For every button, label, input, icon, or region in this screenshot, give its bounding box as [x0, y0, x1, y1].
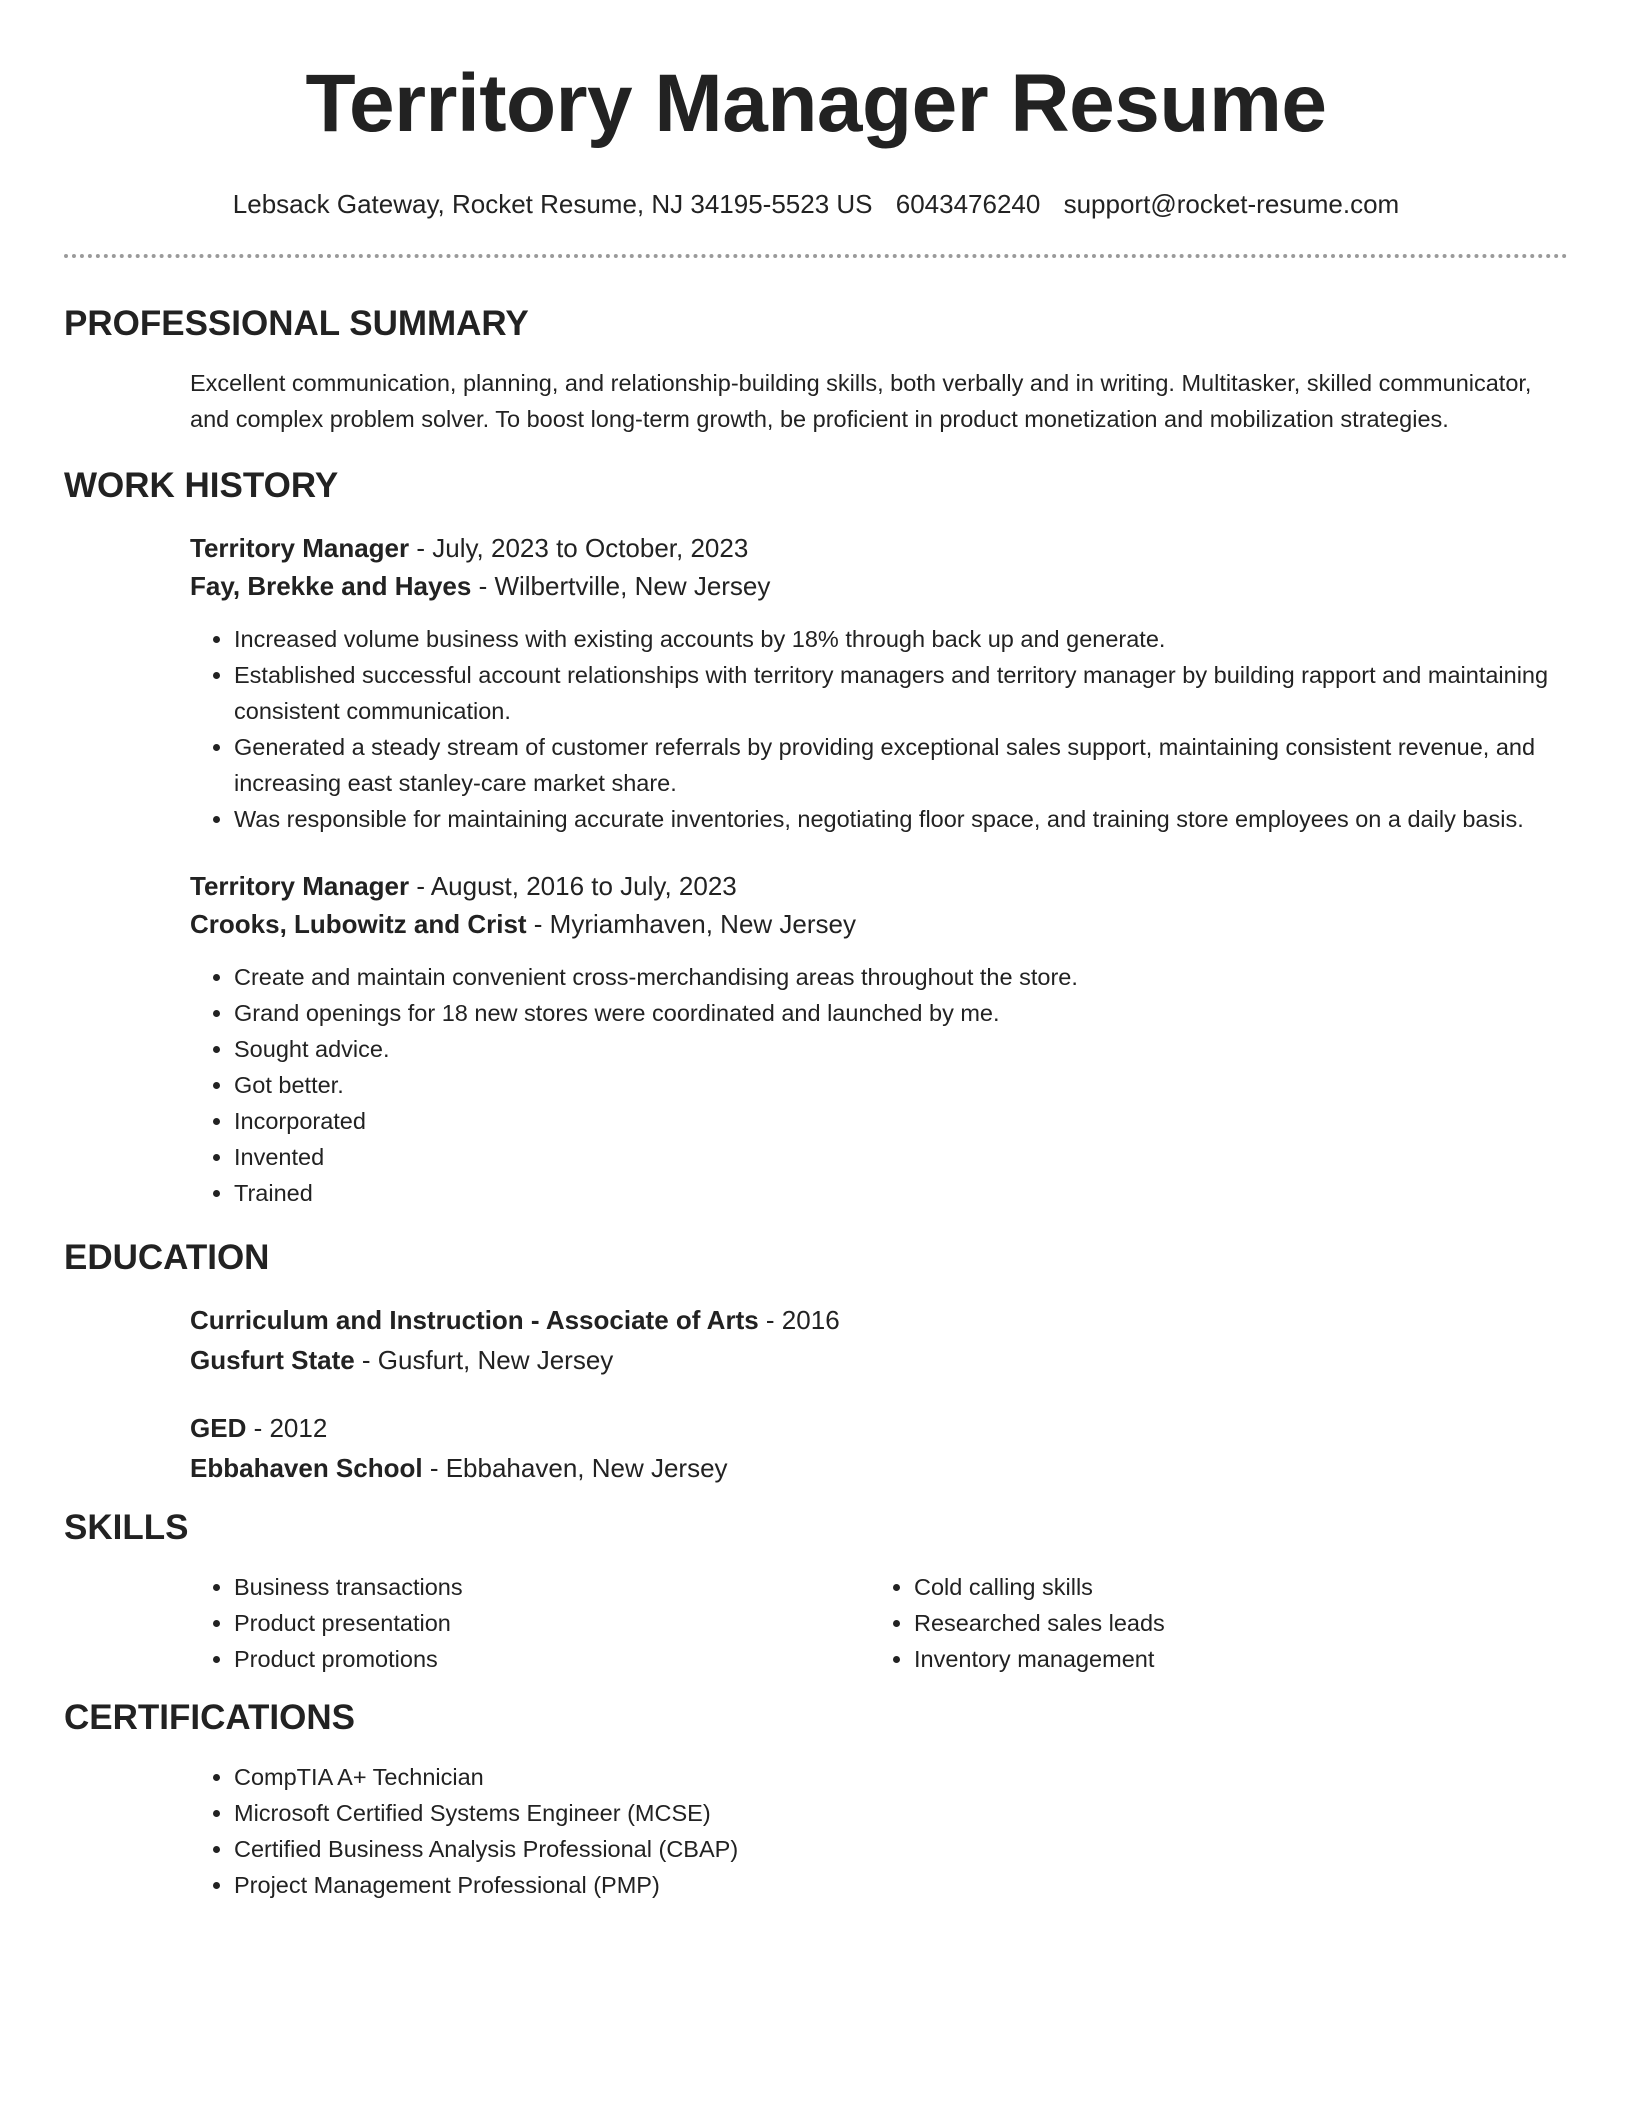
- contact-address: Lebsack Gateway, Rocket Resume, NJ 34195-5523 US: [232, 189, 873, 219]
- job-dates: - July, 2023 to October, 2023: [409, 533, 749, 563]
- education-year: - 2012: [246, 1413, 328, 1443]
- work-history-section: [64, 465, 1568, 1211]
- education-entry: [190, 1301, 1568, 1379]
- job-bullet: • Invented: [234, 1139, 1568, 1175]
- job-company-line: [190, 905, 1568, 943]
- education-school: Gusfurt State: [190, 1345, 355, 1375]
- job-bullet: • Was responsible for maintaining accurate inventories, negotiating floor space, and training store employees on a daily basis.: [234, 801, 1568, 837]
- skill-item: • Researched sales leads: [914, 1605, 1165, 1641]
- job-bullet: • Got better.: [234, 1067, 1568, 1103]
- certification-item: • Certified Business Analysis Professional (CBAP): [234, 1831, 1568, 1867]
- education-section: [64, 1237, 1568, 1487]
- job-title-line: [190, 867, 1568, 905]
- skill-item: • Cold calling skills: [914, 1569, 1165, 1605]
- job-title: Territory Manager: [190, 871, 410, 901]
- summary-heading: PROFESSIONAL SUMMARY: [64, 304, 529, 343]
- job-bullet: • Established successful account relationships with territory managers and territory manager by building rapport and maintaining consistent communication.: [234, 657, 1568, 729]
- job-dates: - August, 2016 to July, 2023: [409, 871, 737, 901]
- certifications-heading: CERTIFICATIONS: [64, 1698, 356, 1737]
- education-year: - 2016: [758, 1305, 840, 1335]
- skill-item: • Product promotions: [234, 1641, 870, 1677]
- job-bullet: • Incorporated: [234, 1103, 1568, 1139]
- job-bullet: • Generated a steady stream of customer referrals by providing exceptional sales support, maintaining consistent revenue, and increasing east stanley-care market share.: [234, 729, 1568, 801]
- job-bullets: [190, 959, 1568, 1211]
- certification-item: • CompTIA A+ Technician: [234, 1759, 1568, 1795]
- job-bullets: [190, 621, 1568, 837]
- skills-section: [64, 1507, 1568, 1677]
- skills-column-1: [190, 1569, 870, 1677]
- education-degree-line: [190, 1409, 1568, 1447]
- job-bullet: • Sought advice.: [234, 1031, 1568, 1067]
- certifications-list: [190, 1759, 1568, 1903]
- certifications-section: [64, 1697, 1568, 1903]
- education-school-line: [190, 1341, 1568, 1379]
- job-bullet: • Trained: [234, 1175, 1568, 1211]
- education-school: Ebbahaven School: [190, 1453, 423, 1483]
- contact-line: [64, 188, 1568, 220]
- education-heading: EDUCATION: [64, 1238, 270, 1277]
- job-company: Fay, Brekke and Hayes: [190, 571, 472, 601]
- education-degree-line: [190, 1301, 1568, 1339]
- job-company-line: [190, 567, 1568, 605]
- education-degree: GED: [190, 1413, 247, 1443]
- job-title: Territory Manager: [190, 533, 410, 563]
- education-school-line: [190, 1449, 1568, 1487]
- job-title-line: [190, 529, 1568, 567]
- job-bullet: • Grand openings for 18 new stores were coordinated and launched by me.: [234, 995, 1568, 1031]
- skill-item: • Business transactions: [234, 1569, 870, 1605]
- job-bullet: • Increased volume business with existing accounts by 18% through back up and generate.: [234, 621, 1568, 657]
- summary-text: Excellent communication, planning, and relationship-building skills, both verbally and in writing. Multitasker, skilled communicator, and complex problem solver. To boost long-term growth, be proficient in product monetization and mobilization strategies.: [190, 370, 1532, 432]
- skills-column-2: [870, 1569, 1165, 1677]
- contact-phone: 6043476240: [895, 189, 1041, 219]
- education-location: - Gusfurt, New Jersey: [354, 1345, 614, 1375]
- job-entry: [190, 867, 1568, 1211]
- skills-heading: SKILLS: [64, 1508, 189, 1547]
- education-degree: Curriculum and Instruction - Associate of Arts: [190, 1305, 759, 1335]
- skill-item: • Product presentation: [234, 1605, 870, 1641]
- certification-item: • Microsoft Certified Systems Engineer (MCSE): [234, 1795, 1568, 1831]
- header-divider: [64, 254, 1568, 258]
- job-entry: [190, 529, 1568, 837]
- education-entry: [190, 1409, 1568, 1487]
- education-location: - Ebbahaven, New Jersey: [422, 1453, 728, 1483]
- summary-section: [64, 303, 1568, 437]
- job-location: - Myriamhaven, New Jersey: [526, 909, 856, 939]
- skill-item: • Inventory management: [914, 1641, 1165, 1677]
- job-location: - Wilbertville, New Jersey: [471, 571, 771, 601]
- work-history-heading: WORK HISTORY: [64, 466, 339, 505]
- job-company: Crooks, Lubowitz and Crist: [190, 909, 527, 939]
- page-title: Territory Manager Resume: [305, 58, 1327, 149]
- contact-email: support@rocket-resume.com: [1063, 189, 1400, 219]
- certification-item: • Project Management Professional (PMP): [234, 1867, 1568, 1903]
- job-bullet: • Create and maintain convenient cross-merchandising areas throughout the store.: [234, 959, 1568, 995]
